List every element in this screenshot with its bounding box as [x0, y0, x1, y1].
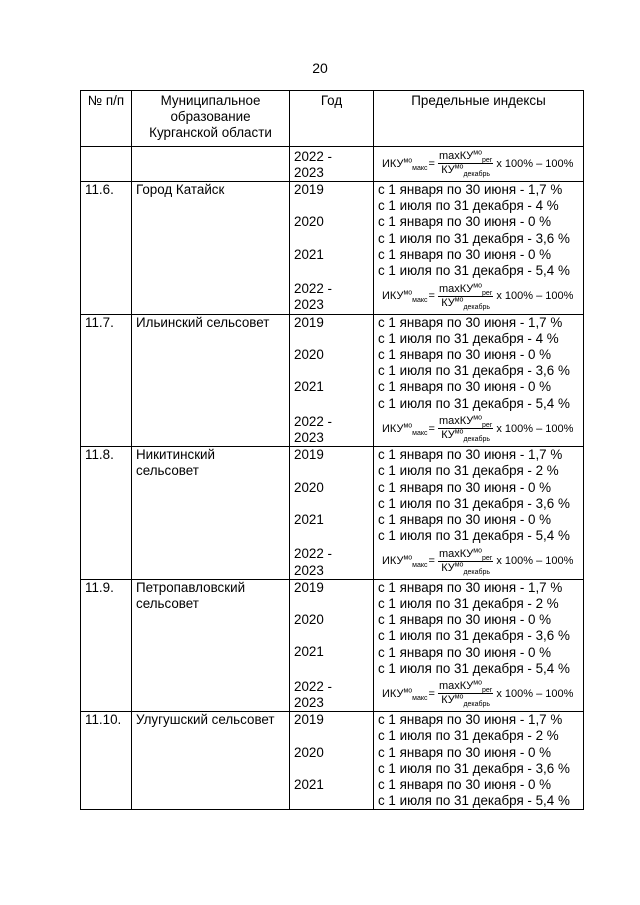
index-line: с 1 января по 30 июня - 0 % — [378, 379, 552, 395]
index-line: с 1 января по 30 июня - 0 % — [378, 346, 552, 362]
index-line: с 1 июля по 31 декабря - 5,4 % — [378, 528, 570, 544]
formula-fraction: $\frac{\max КУ^{мо}_{рег}}{КУ^{мо}_{декабрь}}$ — [438, 679, 493, 709]
index-formula — [378, 147, 579, 181]
index-line: с 1 июля по 31 декабря - 5,4 % — [378, 793, 570, 809]
year-label: 2022 - — [294, 413, 332, 429]
year-label: 2020 — [294, 479, 324, 495]
formula-lhs: $ИКУ^{мо}_{макс}$ — [382, 422, 428, 437]
formula-fraction: $\frac{\max КУ^{мо}_{рег}}{КУ^{мо}_{декабрь}}$ — [438, 282, 493, 311]
year-label: 2023 — [294, 429, 324, 445]
index-line: с 1 января по 30 июня - 0 % — [378, 511, 552, 527]
year-cell — [290, 579, 374, 712]
indices-cell — [374, 447, 584, 580]
index-line: с 1 января по 30 июня - 1,7 % — [378, 447, 563, 463]
formula-equals: = — [428, 687, 435, 700]
formula-tail: x 100% – 100% — [496, 687, 574, 700]
index-line: с 1 января по 30 июня - 1,7 % — [378, 712, 563, 728]
index-formula — [378, 677, 579, 711]
index-line: с 1 января по 30 июня - 0 % — [378, 744, 552, 760]
year-block — [294, 147, 369, 181]
index-line: с 1 июля по 31 декабря - 3,6 % — [378, 495, 570, 511]
row-number: 11.8. — [81, 447, 132, 580]
index-line: с 1 июля по 31 декабря - 2 % — [378, 728, 559, 744]
municipality-name — [132, 712, 290, 810]
formula-tail: x 100% – 100% — [496, 555, 574, 568]
index-line: с 1 июля по 31 декабря - 5,4 % — [378, 263, 570, 279]
year-block — [294, 745, 369, 777]
index-line: с 1 июля по 31 декабря - 5,4 % — [378, 395, 570, 411]
indices-cell — [374, 146, 584, 181]
year-label: 2020 — [294, 744, 324, 760]
year-block — [294, 447, 369, 479]
municipality-name — [132, 182, 290, 315]
index-line: с 1 января по 30 июня - 1,7 % — [378, 182, 563, 197]
year-cell — [290, 182, 374, 315]
year-label: 2021 — [294, 644, 324, 660]
index-formula — [378, 279, 579, 313]
municipality-name-line: сельсовет — [136, 463, 199, 479]
indices-cell — [374, 712, 584, 810]
year-label: 2022 - — [294, 148, 332, 164]
index-formula — [378, 544, 579, 578]
year-block — [294, 214, 369, 246]
table-row — [81, 447, 584, 580]
row-number: 11.7. — [81, 314, 132, 447]
formula-equals: = — [428, 555, 435, 568]
municipality-name-line: Улугушский сельсовет — [136, 712, 275, 728]
row-number — [81, 146, 132, 181]
year-block — [294, 379, 369, 411]
year-block — [294, 480, 369, 512]
index-line: с 1 января по 30 июня - 0 % — [378, 214, 552, 230]
year-cell — [290, 712, 374, 810]
municipality-name-line: Ильинский сельсовет — [136, 314, 270, 330]
municipality-name-line: Никитинский — [136, 447, 216, 463]
year-label: 2020 — [294, 214, 324, 230]
year-cell — [290, 146, 374, 181]
index-line: с 1 июля по 31 декабря - 2 % — [378, 463, 559, 479]
formula-lhs: $ИКУ^{мо}_{макс}$ — [382, 554, 428, 570]
municipality-name — [132, 447, 290, 580]
year-label: 2022 - — [294, 678, 332, 694]
year-cell — [290, 314, 374, 447]
table-row — [81, 146, 584, 181]
index-line: с 1 июля по 31 декабря - 3,6 % — [378, 363, 570, 379]
municipality-name-line: Петропавловский — [136, 579, 246, 595]
year-block — [294, 315, 369, 347]
year-label: 2019 — [294, 314, 324, 330]
index-line: с 1 января по 30 июня - 0 % — [378, 644, 552, 660]
index-line: с 1 июля по 31 декабря - 3,6 % — [378, 628, 570, 644]
index-line: с 1 июля по 31 декабря - 2 % — [378, 595, 559, 611]
year-label: 2022 - — [294, 281, 332, 297]
index-line: с 1 июля по 31 декабря - 3,6 % — [378, 760, 570, 776]
year-label: 2021 — [294, 246, 324, 262]
index-line: с 1 января по 30 июня - 0 % — [378, 479, 552, 495]
indices-cell — [374, 579, 584, 712]
formula-fraction: $\frac{\max КУ^{мо}_{рег}}{КУ^{мо}_{декабрь}}$ — [438, 149, 493, 179]
index-line: с 1 июля по 31 декабря - 4 % — [378, 330, 559, 346]
year-block — [294, 412, 369, 446]
year-block — [294, 580, 369, 612]
municipality-name — [132, 146, 290, 181]
year-label: 2023 — [294, 562, 324, 578]
year-label: 2021 — [294, 777, 324, 793]
year-label: 2019 — [294, 182, 324, 197]
index-line: с 1 июля по 31 декабря - 4 % — [378, 198, 559, 214]
formula-lhs: $ИКУ^{мо}_{макс}$ — [382, 289, 428, 305]
table-row — [81, 579, 584, 712]
year-block — [294, 279, 369, 313]
year-label: 2021 — [294, 379, 324, 395]
index-line: с 1 июля по 31 декабря - 5,4 % — [378, 660, 570, 676]
municipality-name-line: Город Катайск — [136, 182, 225, 197]
year-block — [294, 644, 369, 676]
year-label: 2019 — [294, 712, 324, 728]
year-block — [294, 182, 369, 214]
formula-tail: x 100% – 100% — [496, 290, 574, 303]
indices-cell — [374, 314, 584, 447]
formula-equals: = — [428, 422, 435, 435]
year-label: 2023 — [294, 695, 324, 711]
municipality-name-line: сельсовет — [136, 595, 199, 611]
index-line: с 1 января по 30 июня - 0 % — [378, 246, 552, 262]
formula-fraction: $\frac{\max КУ^{мо}_{рег}}{КУ^{мо}_{декабрь}}$ — [438, 414, 493, 444]
formula-fraction: $\frac{\max КУ^{мо}_{рег}}{КУ^{мо}_{декабрь}}$ — [438, 547, 493, 577]
formula-lhs: $ИКУ^{мо}_{макс}$ — [382, 156, 428, 172]
year-block — [294, 544, 369, 578]
header-num: № п/п — [81, 91, 132, 147]
index-line: с 1 января по 30 июня - 1,7 % — [378, 314, 563, 330]
year-label: 2023 — [294, 164, 324, 180]
index-line: с 1 января по 30 июня - 0 % — [378, 777, 552, 793]
header-indices: Предельные индексы — [374, 91, 584, 147]
row-number: 11.10. — [81, 712, 132, 810]
formula-tail: x 100% – 100% — [496, 157, 574, 170]
year-cell — [290, 447, 374, 580]
row-number: 11.6. — [81, 182, 132, 315]
year-label: 2021 — [294, 511, 324, 527]
year-block — [294, 777, 369, 809]
table-header-row — [81, 91, 584, 147]
header-municipality: Муниципальное образование Курганской области — [132, 91, 290, 147]
year-label: 2023 — [294, 297, 324, 313]
year-block — [294, 347, 369, 379]
index-formula — [378, 412, 579, 446]
year-block — [294, 712, 369, 744]
table-body — [81, 146, 584, 810]
municipality-name — [132, 314, 290, 447]
year-label: 2019 — [294, 447, 324, 463]
row-number: 11.9. — [81, 579, 132, 712]
index-line: с 1 января по 30 июня - 1,7 % — [378, 579, 563, 595]
page-number: 20 — [312, 60, 328, 76]
year-label: 2022 - — [294, 546, 332, 562]
municipality-name — [132, 579, 290, 712]
formula-equals: = — [428, 157, 435, 170]
header-year: Год — [290, 91, 374, 147]
year-block — [294, 512, 369, 544]
indices-table — [80, 90, 584, 810]
index-line: с 1 июля по 31 декабря - 3,6 % — [378, 230, 570, 246]
year-block — [294, 247, 369, 279]
formula-equals: = — [428, 290, 435, 303]
formula-lhs: $ИКУ^{мо}_{макс}$ — [382, 687, 428, 702]
year-label: 2019 — [294, 579, 324, 595]
year-block — [294, 612, 369, 644]
index-line: с 1 января по 30 июня - 0 % — [378, 612, 552, 628]
year-label: 2020 — [294, 612, 324, 628]
table-row — [81, 314, 584, 447]
indices-cell — [374, 182, 584, 315]
formula-tail: x 100% – 100% — [496, 422, 574, 435]
year-block — [294, 677, 369, 711]
table-row — [81, 712, 584, 810]
table-row — [81, 182, 584, 315]
year-label: 2020 — [294, 346, 324, 362]
